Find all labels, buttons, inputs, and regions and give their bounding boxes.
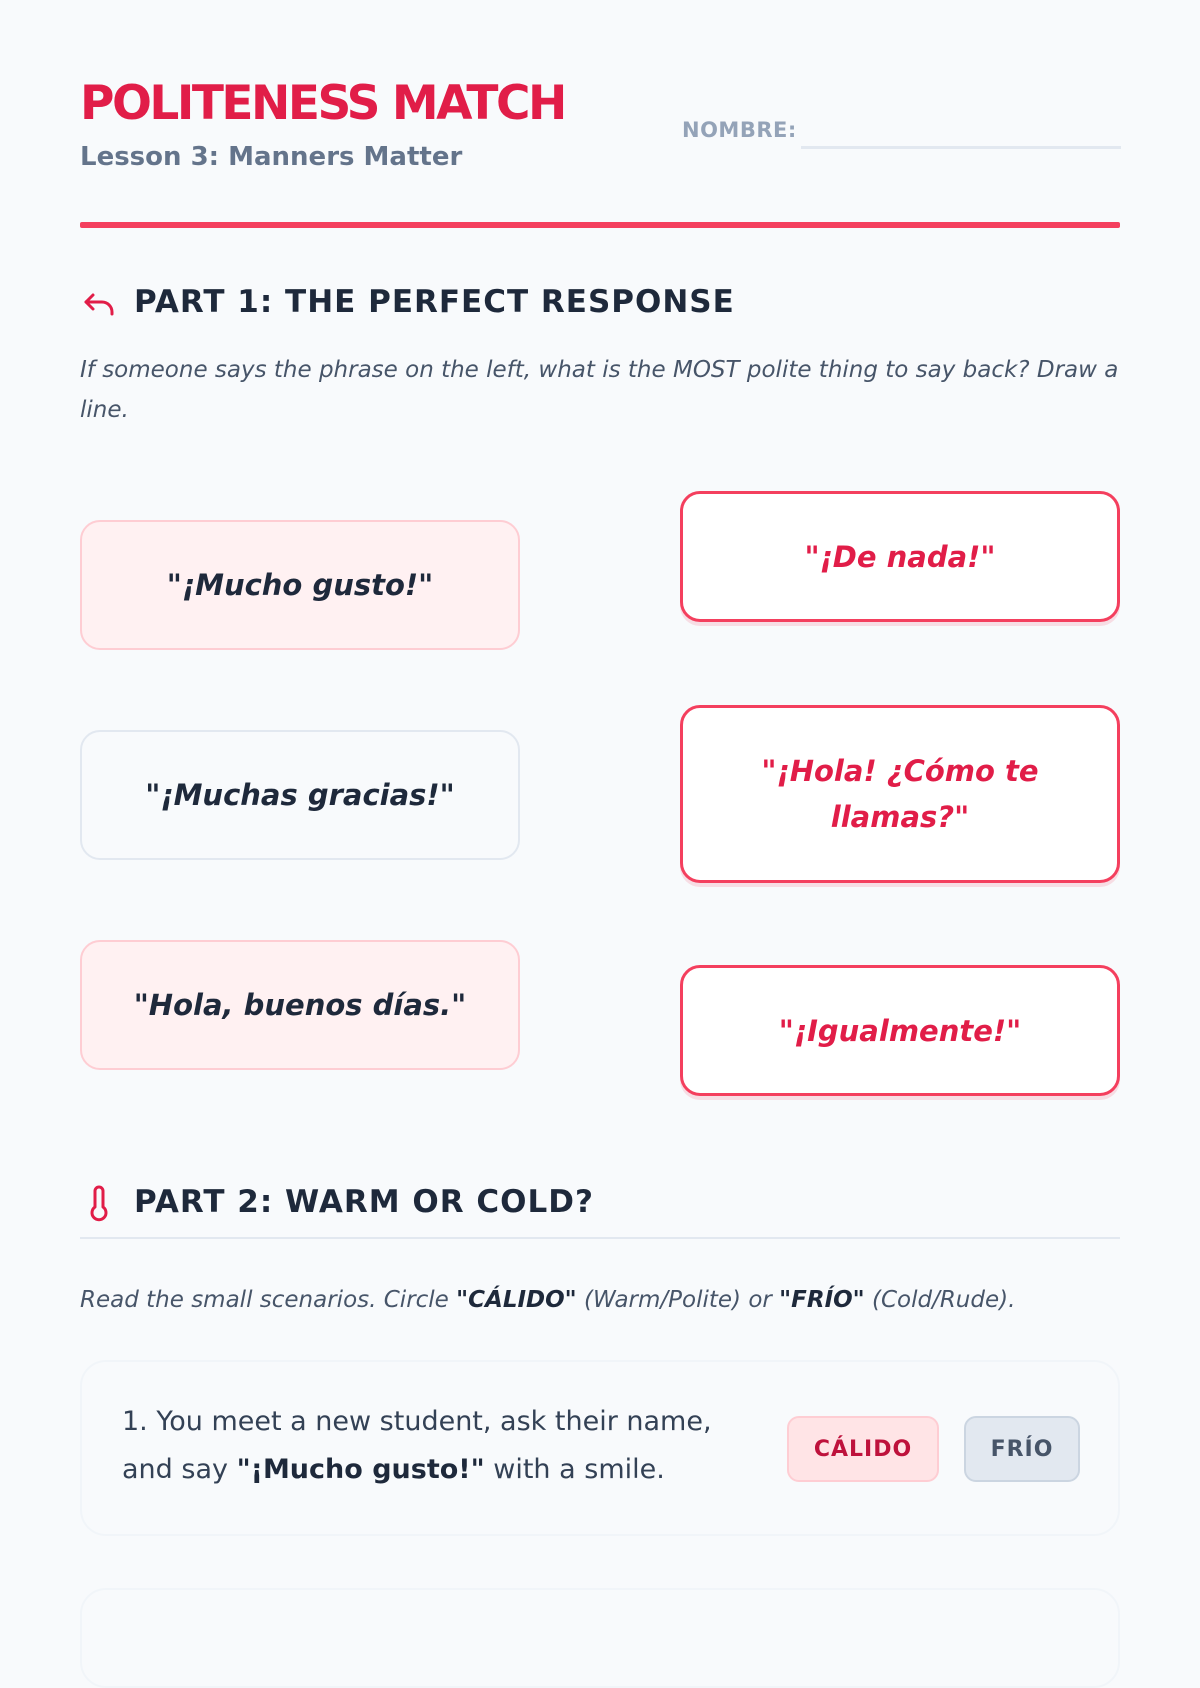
part1-heading (80, 278, 1120, 326)
part2-instruction-suffix: (Cold/Rude). (864, 1287, 1016, 1313)
response-card-2[interactable]: "¡Hola! ¿Cómo te llamas?" (680, 705, 1120, 883)
warm-option-button[interactable]: CÁLIDO (787, 1416, 939, 1482)
page-title: POLITENESS MATCH (80, 76, 565, 131)
part2-divider (80, 1237, 1120, 1239)
part2-instruction (80, 1280, 1120, 1320)
name-label: NOMBRE: (682, 118, 797, 142)
part1-heading-label: PART 1: THE PERFECT RESPONSE (134, 284, 735, 320)
scenario-card-1 (80, 1360, 1120, 1536)
cold-option-button[interactable]: FRÍO (964, 1416, 1080, 1482)
scenario-text-start: 1. You meet a new student, ask their name, and say (122, 1406, 712, 1485)
part2-heading-label: PART 2: WARM OR COLD? (134, 1184, 594, 1220)
thermometer-icon (80, 1184, 118, 1222)
response-card-1[interactable]: "¡De nada!" (680, 491, 1120, 622)
phrase-card-1[interactable]: "¡Mucho gusto!" (80, 520, 520, 650)
part2-heading (80, 1178, 1120, 1226)
lesson-subtitle: Lesson 3: Manners Matter (80, 142, 463, 172)
header-divider (80, 222, 1120, 228)
name-field[interactable] (801, 146, 1121, 149)
worksheet-header (80, 78, 1120, 228)
phrase-card-2[interactable]: "¡Muchas gracias!" (80, 730, 520, 860)
scenario-text (122, 1398, 762, 1494)
phrase-card-3[interactable]: "Hola, buenos días." (80, 940, 520, 1070)
part2-instruction-cold: "FRÍO" (779, 1287, 865, 1313)
scenario-text-end: with a smile. (484, 1454, 665, 1485)
part2-instruction-warm: "CÁLIDO" (456, 1287, 577, 1313)
part2-instruction-mid: (Warm/Polite) or (576, 1287, 780, 1313)
part2-instruction-prefix: Read the small scenarios. Circle (80, 1287, 457, 1313)
part1-instruction: If someone says the phrase on the left, what is the MOST polite thing to say back? Draw a line. (80, 357, 1119, 423)
scenario-text-bold: "¡Mucho gusto!" (236, 1454, 485, 1485)
scenario-card-2 (80, 1588, 1120, 1688)
response-card-3[interactable]: "¡Igualmente!" (680, 965, 1120, 1096)
reply-arrow-icon (80, 284, 118, 322)
